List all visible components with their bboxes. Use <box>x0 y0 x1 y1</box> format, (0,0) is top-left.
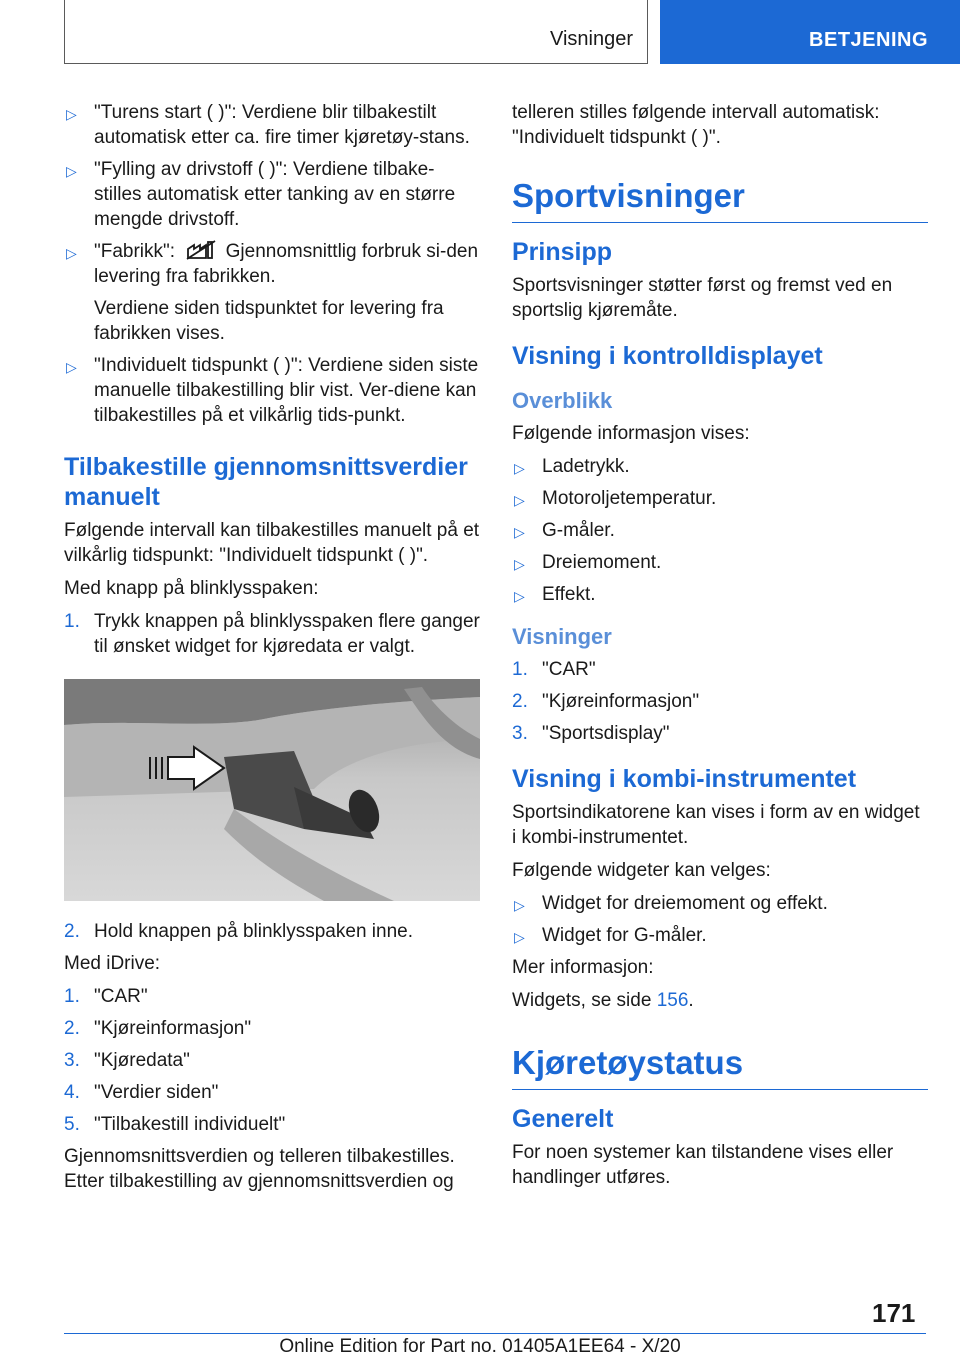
heading-vehicle-status: Kjøretøystatus <box>512 1043 928 1090</box>
heading-generelt: Generelt <box>512 1105 614 1133</box>
header-section-title: Visninger <box>549 28 633 50</box>
triangle-right-icon: ▷ <box>514 929 525 945</box>
paragraph-overblikk: Følgende informasjon vises: <box>512 423 750 444</box>
list-item <box>64 353 480 428</box>
see-page-text: Widgets, se side <box>512 990 652 1011</box>
heading-prinsipp: Prinsipp <box>512 238 613 266</box>
triangle-right-icon: ▷ <box>514 588 525 604</box>
list-item-text: "Turens start ( )": Verdiene blir tilbakestilt automatisk etter ca. fire timer kjøretøy-stans. <box>94 102 470 148</box>
turn-signal-lever-illustration <box>64 679 480 901</box>
heading-reset-averages: Tilbakestille gjennomsnittsverdier manuelt <box>64 453 468 511</box>
numbered-item <box>64 1048 480 1073</box>
right-column <box>512 100 928 1198</box>
paragraph-continued: telleren stilles følgende intervall automatisk: "Individuelt tidspunkt ( )". <box>512 102 880 148</box>
heading-control-display: Visning i kontrolldisplayet <box>512 342 823 370</box>
list-item <box>512 582 928 607</box>
numbered-item <box>64 1016 480 1041</box>
item-text: "Tilbakestill individuelt" <box>94 1114 286 1135</box>
item-number: 2. <box>64 1018 80 1039</box>
paragraph-more-info: Mer informasjon: <box>512 957 654 978</box>
see-page-period: . <box>688 990 694 1011</box>
page-reference-link[interactable]: 156 <box>656 990 689 1011</box>
paragraph-interval: Følgende intervall kan tilbakestilles manuelt på et vilkårlig tidspunkt: "Individuelt tidspunkt ( )". <box>64 520 480 566</box>
list-item <box>64 239 480 346</box>
list-item-text: Ladetrykk. <box>542 456 630 477</box>
list-item <box>512 518 928 543</box>
item-text: "Kjøreinformasjon" <box>94 1018 252 1039</box>
heading-instrument-cluster: Visning i kombi-instrumentet <box>512 765 857 793</box>
triangle-right-icon: ▷ <box>514 492 525 508</box>
numbered-item <box>64 609 480 659</box>
item-text: "Kjøreinformasjon" <box>542 691 700 712</box>
list-item-text: G-måler. <box>542 520 615 541</box>
header-section-box <box>64 0 648 64</box>
numbered-item <box>64 919 480 944</box>
list-item <box>64 157 480 232</box>
numbered-item <box>512 689 928 714</box>
paragraph-generelt: For noen systemer kan tilstandene vises eller handlinger utføres. <box>512 1142 894 1188</box>
list-item <box>512 891 928 916</box>
heading-visninger: Visninger <box>512 624 612 649</box>
numbered-item <box>64 984 480 1009</box>
heading-overblikk: Overblikk <box>512 388 613 413</box>
paragraph-see-page <box>512 988 928 1013</box>
page-number: 171 <box>872 1298 916 1328</box>
list-item-text: Effekt. <box>542 584 596 605</box>
item-text: "Sportsdisplay" <box>542 723 670 744</box>
item-number: 1. <box>64 986 80 1007</box>
left-column <box>64 100 480 1202</box>
list-item <box>512 550 928 575</box>
heading-sportvisninger: Sportvisninger <box>512 176 928 223</box>
paragraph-prinsipp: Sportsvisninger støtter først og fremst ved en sportslig kjøremåte. <box>512 275 893 321</box>
numbered-item <box>512 657 928 682</box>
item-number: 1. <box>64 611 80 632</box>
item-number: 2. <box>512 691 528 712</box>
paragraph-kombi: Sportsindikatorene kan vises i form av en widget i kombi-instrumentet. <box>512 802 920 848</box>
header-chapter-title: BETJENING <box>809 29 928 51</box>
triangle-right-icon: ▷ <box>66 245 77 261</box>
numbered-item <box>64 1112 480 1137</box>
list-item <box>512 454 928 479</box>
item-number: 1. <box>512 659 528 680</box>
list-item-text: Gjennomsnittlig forbruk si-den levering fra fabrikken. <box>94 241 479 287</box>
triangle-right-icon: ▷ <box>66 163 77 179</box>
item-text: "CAR" <box>542 659 596 680</box>
paragraph-final: Gjennomsnittsverdien og telleren tilbakestilles. Etter tilbakestilling av gjennomsnittsverdien og <box>64 1146 455 1192</box>
triangle-right-icon: ▷ <box>514 524 525 540</box>
item-text: "Verdier siden" <box>94 1082 219 1103</box>
triangle-right-icon: ▷ <box>514 897 525 913</box>
list-item-text: "Fabrikk": <box>94 241 176 262</box>
list-item <box>512 923 928 948</box>
item-number: 5. <box>64 1114 80 1135</box>
paragraph-idrive: Med iDrive: <box>64 953 161 974</box>
footer-edition: Online Edition for Part no. 01405A1EE64 - X/20 <box>279 1336 681 1357</box>
paragraph-widgets: Følgende widgeter kan velges: <box>512 860 771 881</box>
list-item-text: Widget for dreiemoment og effekt. <box>542 893 828 914</box>
list-item-text: "Individuelt tidspunkt ( )": Verdiene siden siste manuelle tilbakestilling blir vist. Ver-diene kan tilbakestilles på et vilkårlig tids-punkt. <box>94 355 479 426</box>
triangle-right-icon: ▷ <box>514 460 525 476</box>
item-number: 3. <box>64 1050 80 1071</box>
list-item <box>512 486 928 511</box>
item-text: "CAR" <box>94 986 148 1007</box>
item-text: Trykk knappen på blinklysspaken flere ganger til ønsket widget for kjøredata er valgt. <box>94 611 480 657</box>
factory-icon <box>186 240 216 260</box>
numbered-item <box>512 721 928 746</box>
item-number: 3. <box>512 723 528 744</box>
list-item-text: Dreiemoment. <box>542 552 662 573</box>
item-number: 2. <box>64 921 80 942</box>
triangle-right-icon: ▷ <box>66 106 77 122</box>
header-chapter-tab <box>660 0 960 64</box>
list-item-text: Widget for G-måler. <box>542 925 707 946</box>
triangle-right-icon: ▷ <box>66 359 77 375</box>
list-item-text: Motoroljetemperatur. <box>542 488 717 509</box>
paragraph-button: Med knapp på blinklysspaken: <box>64 578 319 599</box>
list-item-text: "Fylling av drivstoff ( )": Verdiene tilbake-stilles automatisk etter tanking av en større mengde drivstoff. <box>94 159 456 230</box>
footer-divider <box>64 1333 926 1334</box>
item-text: Hold knappen på blinklysspaken inne. <box>94 921 413 942</box>
list-item <box>64 100 480 150</box>
item-text: "Kjøredata" <box>94 1050 190 1071</box>
list-item-subtext: Verdiene siden tidspunktet for levering fra fabrikken vises. <box>94 298 444 344</box>
numbered-item <box>64 1080 480 1105</box>
triangle-right-icon: ▷ <box>514 556 525 572</box>
item-number: 4. <box>64 1082 80 1103</box>
